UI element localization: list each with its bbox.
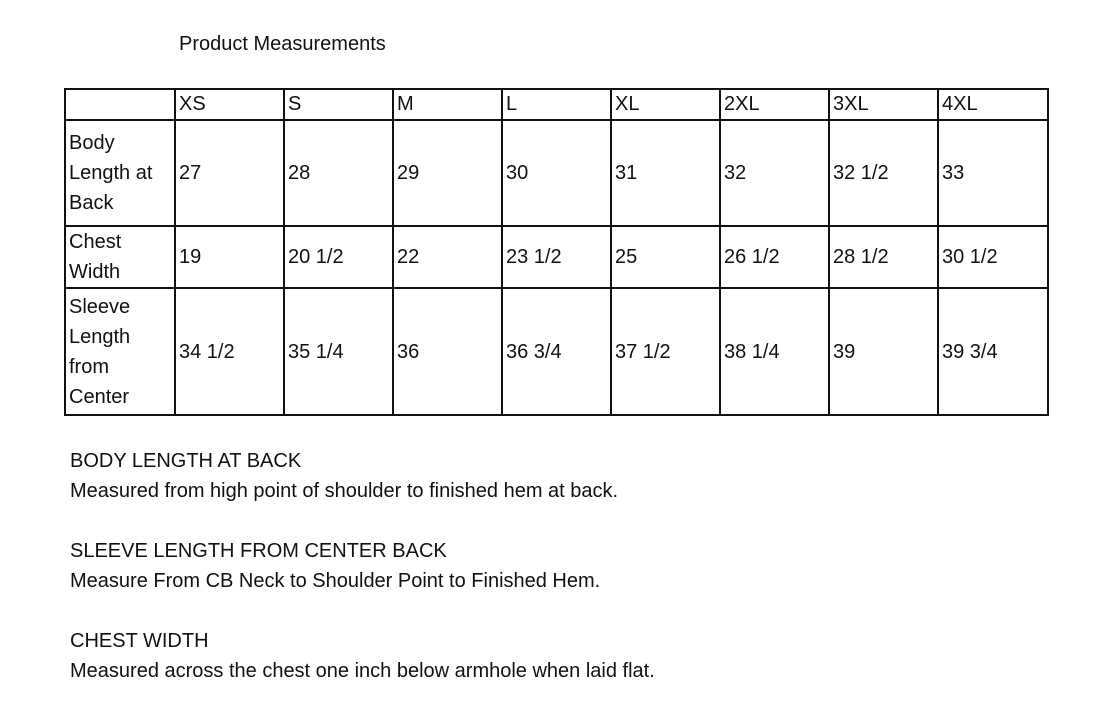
value-cell: 31 xyxy=(611,120,720,226)
size-header-cell: L xyxy=(502,89,611,120)
size-header-cell: 2XL xyxy=(720,89,829,120)
row-label-cell: Sleeve Length from Center xyxy=(65,288,175,415)
size-header-cell: 4XL xyxy=(938,89,1048,120)
value-cell: 22 xyxy=(393,226,502,288)
value-cell: 39 xyxy=(829,288,938,415)
value-cell: 38 1/4 xyxy=(720,288,829,415)
note-title: SLEEVE LENGTH FROM CENTER BACK xyxy=(70,540,447,562)
measurement-table xyxy=(64,88,1049,416)
size-header-cell: XS xyxy=(175,89,284,120)
table-row-sleeve-length xyxy=(65,288,1048,415)
size-header-cell: M xyxy=(393,89,502,120)
value-cell: 28 xyxy=(284,120,393,226)
note-text: Measured from high point of shoulder to finished hem at back. xyxy=(70,480,619,502)
value-cell: 36 xyxy=(393,288,502,415)
note-text: Measured across the chest one inch below armhole when laid flat. xyxy=(70,660,655,682)
row-label-cell: Chest Width xyxy=(65,226,175,288)
table-row-chest-width xyxy=(65,226,1048,288)
value-cell: 32 1/2 xyxy=(829,120,938,226)
value-cell: 30 1/2 xyxy=(938,226,1048,288)
value-cell: 39 3/4 xyxy=(938,288,1048,415)
size-header-cell: XL xyxy=(611,89,720,120)
value-cell: 27 xyxy=(175,120,284,226)
size-header-cell: S xyxy=(284,89,393,120)
value-cell: 35 1/4 xyxy=(284,288,393,415)
note-chest-width xyxy=(70,626,1070,686)
header-corner-cell xyxy=(65,89,175,120)
value-cell: 32 xyxy=(720,120,829,226)
note-text: Measure From CB Neck to Shoulder Point to Finished Hem. xyxy=(70,570,601,592)
value-cell: 20 1/2 xyxy=(284,226,393,288)
note-sleeve-length xyxy=(70,536,1070,596)
table-row-body-length xyxy=(65,120,1048,226)
note-title: CHEST WIDTH xyxy=(70,630,209,652)
value-cell: 28 1/2 xyxy=(829,226,938,288)
value-cell: 26 1/2 xyxy=(720,226,829,288)
row-label-cell: Body Length at Back xyxy=(65,120,175,226)
measurement-notes xyxy=(70,446,1070,716)
page-title: Product Measurements xyxy=(179,33,386,55)
value-cell: 30 xyxy=(502,120,611,226)
value-cell: 23 1/2 xyxy=(502,226,611,288)
value-cell: 19 xyxy=(175,226,284,288)
value-cell: 25 xyxy=(611,226,720,288)
note-body-length xyxy=(70,446,1070,506)
value-cell: 34 1/2 xyxy=(175,288,284,415)
note-title: BODY LENGTH AT BACK xyxy=(70,450,302,472)
value-cell: 29 xyxy=(393,120,502,226)
value-cell: 36 3/4 xyxy=(502,288,611,415)
value-cell: 33 xyxy=(938,120,1048,226)
table-header-row xyxy=(65,89,1048,120)
value-cell: 37 1/2 xyxy=(611,288,720,415)
size-header-cell: 3XL xyxy=(829,89,938,120)
